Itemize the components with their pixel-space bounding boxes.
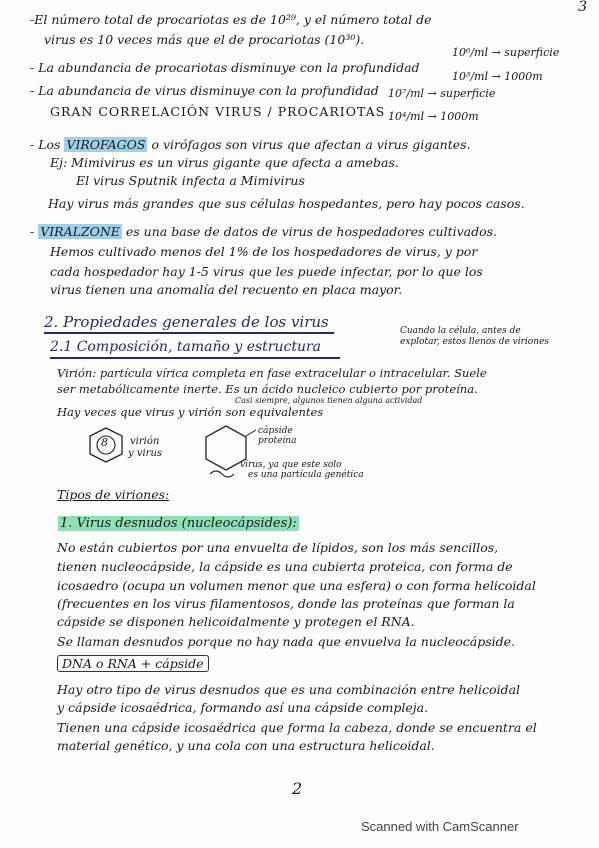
heading-underline [44, 332, 334, 334]
figure-label: proteína [258, 436, 297, 446]
note-line: material genético, y una cola con una estructura helicoidal. [57, 738, 435, 753]
depth-value-surface-prok: 10⁶/ml → superficie [452, 46, 560, 59]
note-line: - La abundancia de procariotas disminuye con la profundidad [30, 60, 420, 75]
figure-label: es una partícula genética [248, 470, 364, 480]
boxed-formula [57, 656, 209, 671]
side-note: explotar, estos llenos de viriones [400, 337, 549, 347]
note-line: Hay otro tipo de virus desnudos que es una combinación entre helicoidal [57, 682, 521, 697]
note-line: Ej: Mimivirus es un virus gigante que afecta a amebas. [50, 155, 399, 170]
virion-definition: Virión: partícula vírica completa en fase extracelular o intracelular. Suele [57, 366, 487, 380]
note-line: cada hospedador hay 1-5 virus que les puede infectar, por lo que los [50, 264, 483, 279]
corner-mark: 3 [578, 0, 587, 15]
figure-label: virus, ya que este solo [240, 460, 342, 470]
types-heading: Tipos de viriones: [57, 487, 170, 502]
section-heading: 2. Propiedades generales de los virus [44, 313, 329, 331]
scanner-watermark: Scanned with CamScanner [361, 819, 519, 834]
note-line: icosaedro (ocupa un volumen menor que una esfera) o con forma helicoidal [57, 578, 536, 593]
depth-value-deep-prok: 10³/ml → 1000m [452, 70, 543, 83]
virofagos-text: - Los VIROFAGOS o virófagos son virus que afectan a virus gigantes. [30, 137, 471, 152]
note-line: Hemos cultivado menos del 1% de los hospedadores de virus, y por [50, 244, 478, 259]
note-line: tienen nucleocápside, la cápside es una cubierta proteica, con forma de [57, 559, 513, 574]
note-line: -El número total de procariotas es de 10²⁹, y el número total de [30, 12, 432, 27]
page-number: 2 [292, 779, 303, 798]
note-line: No están cubiertos por una envuelta de lípidos, son los más sencillos, [57, 540, 499, 555]
figure-label: virión [130, 436, 160, 447]
types-subheading [58, 516, 299, 531]
figure-label: cápside [258, 426, 293, 436]
side-note: Cuando la célula, antes de [400, 326, 521, 336]
note-line-caps: GRAN CORRELACIÓN VIRUS / PROCARIOTAS [50, 104, 386, 119]
note-line [30, 137, 471, 152]
figure-number: 8 [101, 436, 108, 449]
note-line: - VIRALZONE es una base de datos de virus de hospedadores cultivados. [30, 224, 498, 239]
figure-label: y virus [128, 448, 163, 459]
virion-definition: ser metabólicamente inerte. Es un ácido nucleico cubierto por proteína. [57, 382, 478, 396]
note-line: El virus Sputnik infecta a Mimivirus [76, 173, 305, 188]
virion-small-note: Casi siempre, algunos tienen alguna actividad [235, 396, 423, 405]
depth-value-deep-virus: 10⁴/ml → 1000m [388, 110, 479, 123]
desnudos-heading-text: 1. Virus desnudos (nucleocápsides): [60, 516, 297, 531]
note-line: Hay virus más grandes que sus células hospedantes, pero hay pocos casos. [48, 196, 525, 211]
note-line: Se llaman desnudos porque no hay nada que envuelva la nucleocápside. [57, 634, 516, 649]
note-line: virus es 10 veces más que el de procariotas (10³⁰). [44, 32, 365, 47]
note-line: y cápside icosaédrica, formando así una cápside compleja. [57, 700, 429, 715]
note-line: virus tienen una anomalía del recuento en placa mayor. [50, 282, 403, 297]
subheading-underline [50, 357, 340, 359]
subsection-heading: 2.1 Composición, tamaño y estructura [50, 339, 322, 355]
note-line: Tienen una cápside icosaédrica que forma la cabeza, donde se encuentra el [57, 720, 537, 735]
depth-value-surface-virus: 10⁷/ml → superficie [388, 87, 496, 100]
virion-sketches [86, 424, 346, 494]
virion-definition: Hay veces que virus y virión son equivalentes [57, 405, 324, 419]
note-line: - La abundancia de virus disminuye con la profundidad [30, 83, 379, 98]
note-line: cápside se disponen helicoidalmente y protegen el RNA. [57, 614, 415, 629]
note-line: (frecuentes en los virus filamentosos, donde las proteínas que forman la [57, 596, 515, 611]
boxed-formula-text: DNA o RNA + cápside [57, 655, 209, 672]
